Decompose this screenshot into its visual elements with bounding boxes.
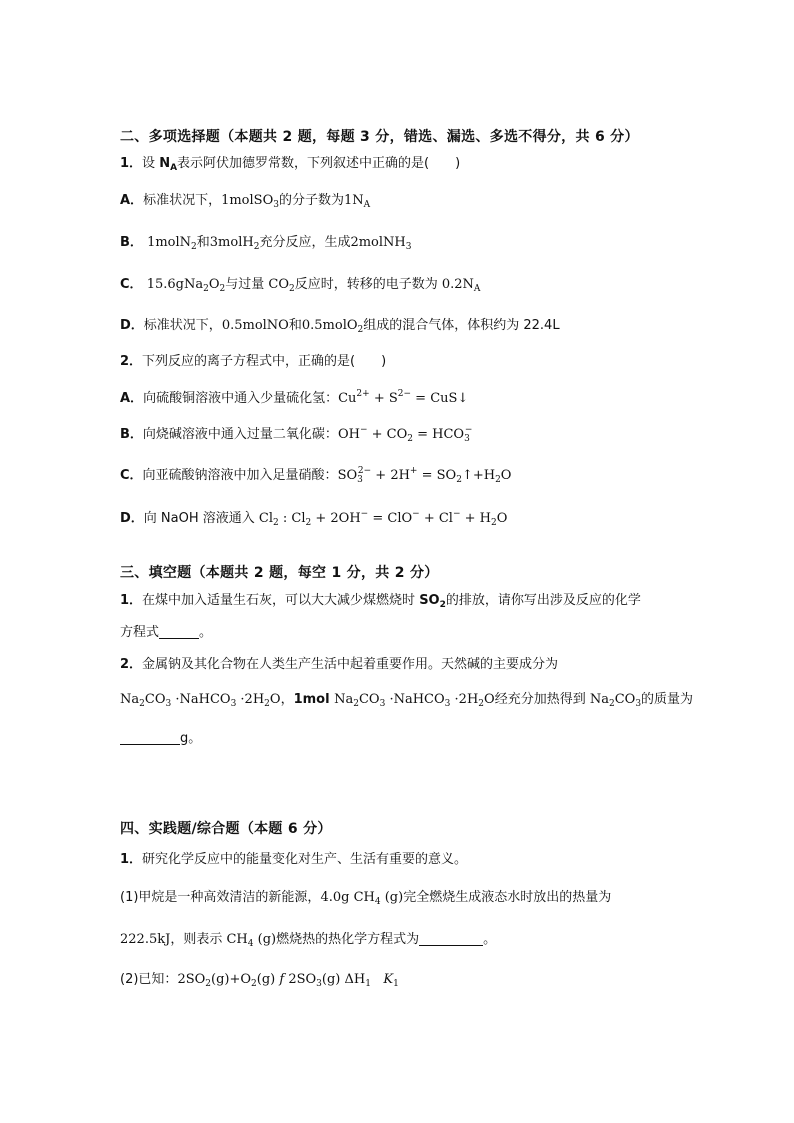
text: 反应时，转移的电子数为 [294, 277, 442, 292]
answer-blank[interactable] [159, 624, 199, 639]
sub: 2 [273, 518, 279, 528]
text: 方程式 [120, 625, 160, 640]
f: = HCO [412, 427, 465, 442]
text: g。 [180, 731, 202, 746]
sup: 2+ [356, 389, 370, 399]
s3-q1-line2 [120, 623, 212, 643]
f: Na [120, 692, 140, 707]
formula [350, 235, 411, 250]
s2-q2-option-a [120, 384, 468, 409]
option-label: D． [120, 511, 144, 526]
sub: 2 [253, 242, 260, 252]
f: O [208, 277, 220, 292]
sub: 4 [374, 897, 381, 907]
f: Cu [338, 391, 357, 406]
question-number: 1． [120, 593, 143, 608]
text: 完全燃烧生成液态水时放出的热量为 [403, 890, 612, 905]
text: 充分反应，生成 [259, 235, 351, 250]
section-3-heading: 三、填空题（本题共 2 题，每空 1 分，共 2 分） [120, 565, 439, 581]
text: 标准状况下， [143, 318, 222, 333]
f: ·NaHCO [171, 692, 231, 707]
question-number: 2． [120, 657, 143, 672]
sub: 3 [357, 475, 363, 485]
f: 2molNH [350, 235, 406, 250]
f: 0.2N [441, 277, 474, 292]
equation [177, 972, 398, 987]
sub: 1 [365, 979, 371, 989]
f: 4.0g CH [320, 890, 375, 905]
sub: 2 [219, 284, 226, 294]
text: ，则表示 [170, 932, 227, 947]
f: 1N [343, 193, 364, 208]
question-number: 1． [120, 852, 143, 867]
text: 研究化学反应中的能量变化对生产、生活有重要的意义。 [142, 852, 468, 867]
section-2-heading: 二、多项选择题（本题共 2 题，每题 3 分，错选、漏选、多选不得分，共 6 分） [120, 129, 639, 145]
f: + S [369, 391, 398, 406]
sub: 3 [379, 699, 386, 709]
f: Na [589, 692, 609, 707]
sub: 2 [357, 325, 364, 335]
option-label: B． [120, 427, 143, 442]
formula [302, 318, 363, 333]
f: 2SO [177, 972, 206, 987]
equation [259, 511, 508, 526]
text: 的排放，请你写出涉及反应的化学 [445, 593, 641, 608]
sub: 2 [251, 979, 257, 989]
s4-q1-part1-line1 [120, 888, 611, 912]
f: = CuS↓ [411, 391, 469, 406]
part-label: (2) [120, 972, 139, 987]
text: 组成的混合气体，体积约为 22.4L [363, 318, 560, 333]
sub: 2 [456, 475, 462, 485]
f: CH [226, 932, 248, 947]
text: 。 [199, 625, 213, 640]
sup: − [452, 509, 461, 519]
sub: 4 [247, 939, 254, 949]
f: 3molH [209, 235, 254, 250]
s3-q2-line1 [120, 655, 558, 675]
text: 经充分加热得到 [494, 692, 590, 707]
f: O [269, 692, 281, 707]
sub: 2 [478, 699, 485, 709]
text: 燃烧热的热化学方程式为 [276, 932, 420, 947]
option-label: C． [120, 468, 143, 483]
text: 向亚硫酸钠溶液中加入足量硝酸： [142, 468, 338, 483]
formula: 0.5molNO [221, 318, 289, 333]
text: 。 [483, 932, 497, 947]
option-label: B． [120, 235, 143, 250]
na-subscript: A [170, 163, 178, 173]
f: O [484, 692, 495, 707]
f: CO [268, 277, 289, 292]
text: 和 [288, 318, 302, 333]
formula [442, 277, 481, 292]
sub: 2 [305, 518, 312, 528]
f: Na [334, 692, 354, 707]
text: 金属钠及其化合物在人类生产生活中起着重要作用。天然碱的主要成分为 [142, 657, 559, 672]
option-label: C． [120, 277, 143, 292]
formula [226, 932, 276, 947]
f: K [383, 972, 394, 987]
f: + CO [367, 427, 408, 442]
f: + H [460, 511, 491, 526]
text: 下列反应的离子方程式中，正确的是( ) [142, 354, 387, 369]
s2-q1-stem [120, 154, 460, 178]
sub: 2 [353, 699, 359, 709]
formula [221, 193, 279, 208]
sub: 2 [288, 284, 295, 294]
s2-q2-stem [120, 352, 386, 372]
text: 与过量 [225, 277, 269, 292]
text: 标准状况下， [143, 193, 222, 208]
f: 1molN [147, 235, 192, 250]
answer-blank[interactable] [120, 730, 180, 745]
sub: 2 [203, 284, 209, 294]
f: Cl [258, 511, 274, 526]
s2-q2-option-c [120, 461, 511, 490]
sub: 3 [165, 699, 172, 709]
sup: − [412, 509, 420, 519]
s4-q1-part2 [120, 970, 399, 994]
f: = SO [417, 468, 457, 483]
equation [338, 468, 512, 483]
f: (g) [256, 972, 276, 987]
f: (g) ΔH [321, 972, 366, 987]
f: SO [337, 468, 358, 483]
text: 在煤中加入适量生石灰，可以大大减少煤燃烧时 [142, 593, 420, 608]
sub: 2 [407, 434, 413, 444]
formula [419, 593, 446, 608]
equation [338, 391, 468, 406]
f: + 2OH [311, 511, 361, 526]
f: OH [337, 427, 360, 442]
text: 向 NaOH 溶液通入 [143, 511, 259, 526]
sub: 2 [205, 979, 212, 989]
sub: 2 [491, 518, 497, 528]
question-number: 2． [120, 354, 143, 369]
text: 甲烷是一种高效清洁的新能源， [138, 890, 321, 905]
sub: 3 [405, 242, 412, 252]
sub: A [363, 200, 371, 210]
text: 设 [142, 156, 160, 171]
sub: 3 [230, 699, 237, 709]
f: 0.5molO [301, 318, 358, 333]
f: CO [614, 692, 636, 707]
answer-blank[interactable] [419, 931, 483, 946]
sup: − [360, 509, 369, 519]
f: O [500, 468, 512, 483]
formula [147, 235, 197, 250]
sub: 3 [444, 699, 451, 709]
s2-q2-option-b [120, 420, 472, 449]
sup: + [409, 466, 418, 476]
formula [344, 193, 370, 208]
text: ， [280, 692, 294, 707]
na-letter: N [159, 156, 171, 171]
text: 的质量为 [641, 692, 694, 707]
s3-q2-line3 [120, 729, 201, 749]
f: 2SO [284, 972, 317, 987]
f: (g) [253, 932, 277, 947]
sub: 2 [139, 699, 145, 709]
f: CO [144, 692, 166, 707]
s2-q1-option-a [120, 191, 370, 215]
s2-q2-option-d [120, 504, 507, 533]
sub: 2 [191, 242, 197, 252]
s2-q1-option-b [120, 233, 411, 257]
f: ·2H [236, 692, 265, 707]
f: (g)+O [211, 972, 252, 987]
sub: A [473, 284, 481, 294]
sub: 1 [393, 979, 399, 989]
text: 和 [196, 235, 210, 250]
text: 的分子数为 [278, 193, 344, 208]
text: 已知： [138, 972, 178, 987]
sub: 2 [439, 600, 446, 610]
f: : Cl [278, 511, 306, 526]
f: 1molSO [221, 193, 274, 208]
formula [210, 235, 260, 250]
f: CO [358, 692, 380, 707]
s4-q1-stem [120, 850, 467, 870]
option-label: D． [120, 318, 144, 333]
sub: 2 [495, 475, 501, 485]
equation [338, 427, 472, 442]
sub: 2 [608, 699, 615, 709]
sub: 2 [264, 699, 270, 709]
equilibrium-symbol: f [279, 972, 285, 987]
section-4-heading: 四、实践题/综合题（本题 6 分） [120, 821, 332, 837]
formula [334, 692, 495, 707]
s3-q2-line2 [120, 690, 693, 714]
question-number: 1． [120, 156, 143, 171]
formula [320, 890, 403, 905]
text: 表示阿伏加德罗常数，下列叙述中正确的是( ) [177, 156, 461, 171]
na-symbol [159, 156, 177, 171]
f: O [496, 511, 508, 526]
sub: 3 [464, 434, 470, 444]
formula [268, 277, 294, 292]
option-label: A． [120, 193, 144, 208]
f: ·2H [450, 692, 479, 707]
sub: 3 [635, 699, 642, 709]
sup: − [464, 425, 473, 435]
f: ↑+H [461, 468, 496, 483]
f: = ClO [368, 511, 413, 526]
part-label: (1) [120, 890, 139, 905]
formula [147, 277, 226, 292]
formula [590, 692, 641, 707]
s2-q1-option-c [120, 275, 480, 299]
sub: 3 [273, 200, 279, 210]
f: 15.6gNa [146, 277, 204, 292]
f: ·NaHCO [385, 692, 445, 707]
s4-q1-part1-line2 [120, 930, 496, 954]
s3-q1-line1 [120, 591, 641, 615]
text: 1mol [293, 692, 335, 707]
f: + 2H [371, 468, 410, 483]
sup: − [359, 425, 368, 435]
s2-q1-option-d [120, 316, 560, 340]
f: + Cl [419, 511, 453, 526]
sup: 2− [357, 466, 372, 476]
sup: 2− [397, 389, 412, 399]
option-label: A． [120, 391, 144, 406]
formula [120, 692, 281, 707]
sub: 3 [316, 979, 322, 989]
text: 向烧碱溶液中通入过量二氧化碳： [142, 427, 338, 442]
formula: 222.5kJ [120, 932, 171, 947]
f: (g) [380, 890, 404, 905]
text: 向硫酸铜溶液中通入少量硫化氢： [143, 391, 339, 406]
f: SO [419, 593, 440, 608]
